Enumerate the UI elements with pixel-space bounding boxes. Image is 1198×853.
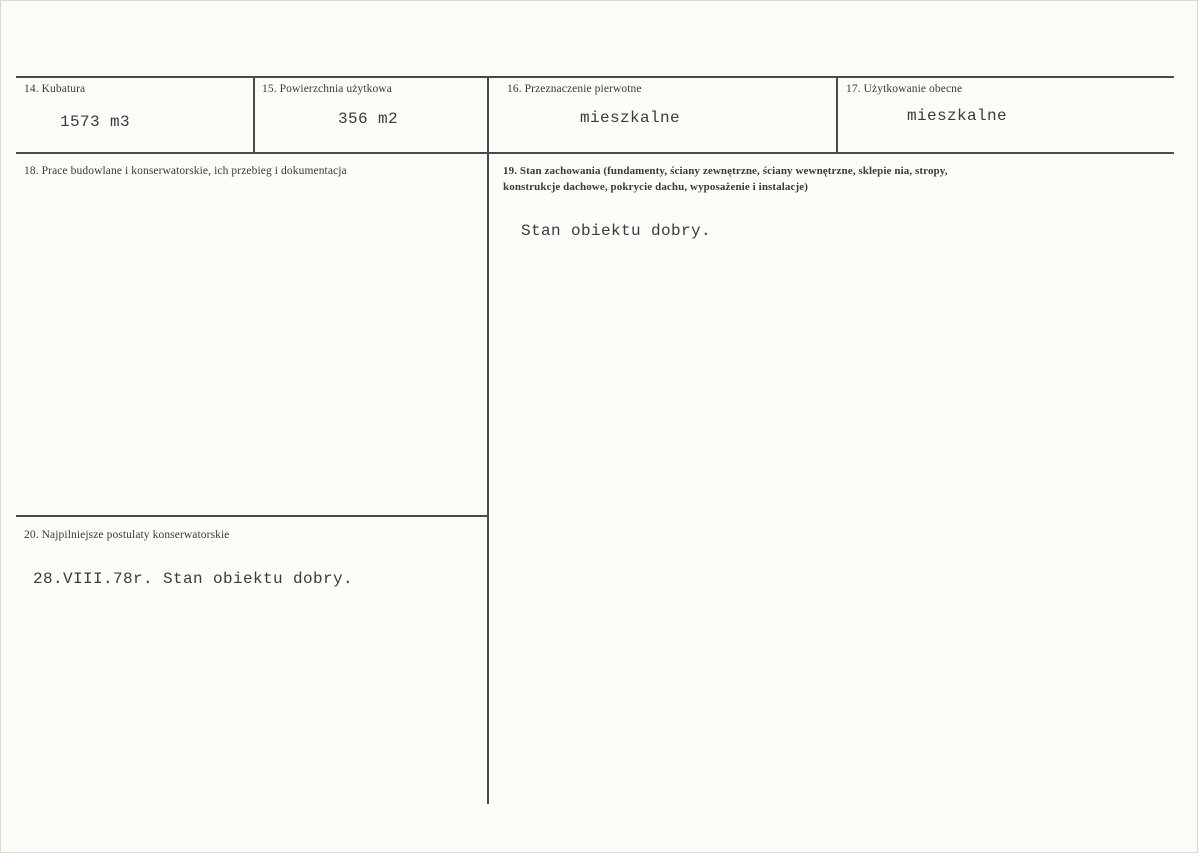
field-16-value: mieszkalne: [580, 109, 681, 127]
field-16-label: 16. Przeznaczenie pierwotne: [507, 83, 642, 95]
field-19-value: Stan obiektu dobry.: [521, 222, 712, 240]
field-20-label: 20. Najpilniejsze postulaty konserwatorskie: [24, 529, 230, 541]
field-17-label: 17. Użytkowanie obecne: [846, 83, 963, 95]
field-19-label-line1: 19. Stan zachowania (fundamenty, ściany zewnętrzne, ściany wewnętrzne, sklepie nia, stropy,: [503, 165, 948, 177]
field-20-value: 28.VIII.78r. Stan obiektu dobry.: [33, 570, 354, 588]
row1-bottom-line: [16, 152, 1174, 154]
field-19-label-line2: konstrukcje dachowe, pokrycie dachu, wyposażenie i instalacje): [503, 181, 809, 193]
divider-16-17: [836, 76, 838, 154]
field-15-value: 356 m2: [338, 110, 399, 128]
top-border-line: [16, 76, 1174, 78]
field-15-label: 15. Powierzchnia użytkowa: [262, 83, 392, 95]
field-17-value: mieszkalne: [907, 107, 1008, 125]
field-14-value: 1573 m3: [60, 113, 131, 131]
field-14-label: 14. Kubatura: [24, 83, 86, 95]
divider-14-15: [253, 76, 255, 154]
field-18-label: 18. Prace budowlane i konserwatorskie, ich przebieg i dokumentacja: [24, 165, 347, 177]
section20-top-line: [16, 515, 488, 517]
divider-main: [487, 76, 489, 804]
